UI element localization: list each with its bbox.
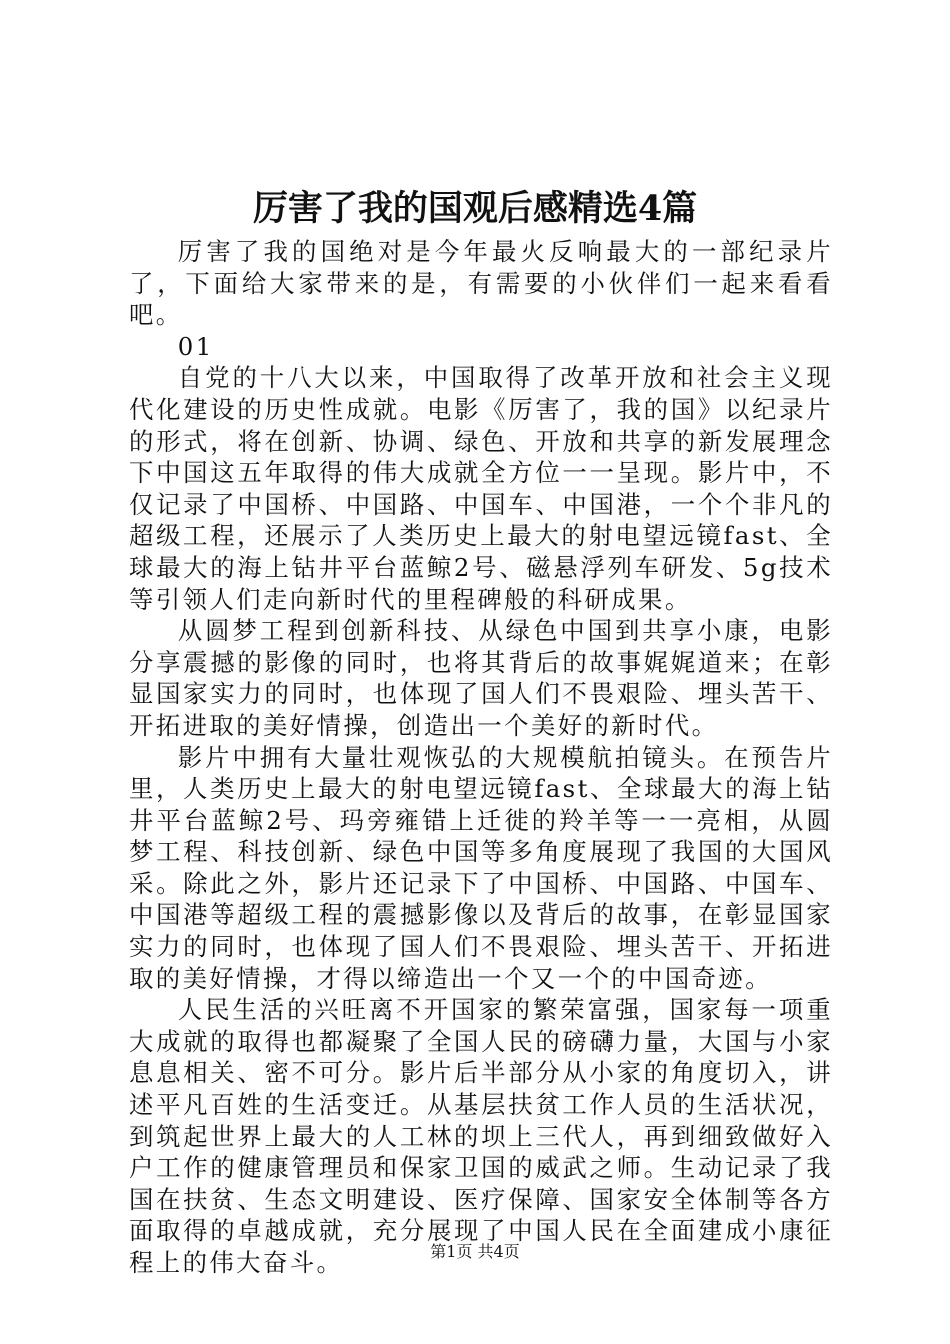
body-paragraph: 人民生活的兴旺离不开国家的繁荣富强，国家每一项重大成就的取得也都凝聚了全国人民的磅礴力量，大国与小家息息相关、密不可分。影片后半部分从小家的角度切入，讲述平凡百姓的生活变迁。从基层扶贫工作人员的生活状况，到筑起世界上最大的人工林的坝上三代人，再到细致做好入户工作的健康管理员和保家卫国的威武之师。生动记录了我国在扶贫、生态文明建设、医疗保障、国家安全体制等各方面取得的卓越成就，充分展现了中国人民在全面建成小康征程上的伟大奋斗。 <box>129 995 833 1277</box>
document-body <box>129 236 833 1279</box>
page-footer: 第1页 共4页 <box>430 1242 520 1261</box>
body-paragraph: 厉害了我的国绝对是今年最火反响最大的一部纪录片了，下面给大家带来的是，有需要的小伙伴们一起来看看吧。 <box>129 237 833 330</box>
body-paragraph: 自党的十八大以来，中国取得了改革开放和社会主义现代化建设的历史性成就。电影《厉害了，我的国》以纪录片的形式，将在创新、协调、绿色、开放和共享的新发展理念下中国这五年取得的伟大成就全方位一一呈现。影片中，不仅记录了中国桥、中国路、中国车、中国港，一个个非凡的超级工程，还展示了人类历史上最大的射电望远镜fast、全球最大的海上钻井平台蓝鲸2号、磁悬浮列车研发、5g技术等引领人们走向新时代的里程碑般的科研成果。 <box>129 363 833 614</box>
section-number: 01 <box>177 331 214 361</box>
body-paragraph: 从圆梦工程到创新科技、从绿色中国到共享小康，电影分享震撼的影像的同时，也将其背后的故事娓娓道来；在彰显国家实力的同时，也体现了国人们不畏艰险、埋头苦干、开拓进取的美好情操，创造出一个美好的新时代。 <box>129 616 833 740</box>
document-title: 厉害了我的国观后感精选4篇 <box>252 188 698 229</box>
body-paragraph: 影片中拥有大量壮观恢弘的大规模航拍镜头。在预告片里，人类历史上最大的射电望远镜fast、全球最大的海上钻井平台蓝鲸2号、玛旁雍错上迁徙的羚羊等一一亮相，从圆梦工程、科技创新、绿色中国等多角度展现了我国的大国风采。除此之外，影片还记录下了中国桥、中国路、中国车、中国港等超级工程的震撼影像以及背后的故事，在彰显国家实力的同时，也体现了国人们不畏艰险、埋头苦干、开拓进取的美好情操，才得以缔造出一个又一个的中国奇迹。 <box>129 742 833 993</box>
